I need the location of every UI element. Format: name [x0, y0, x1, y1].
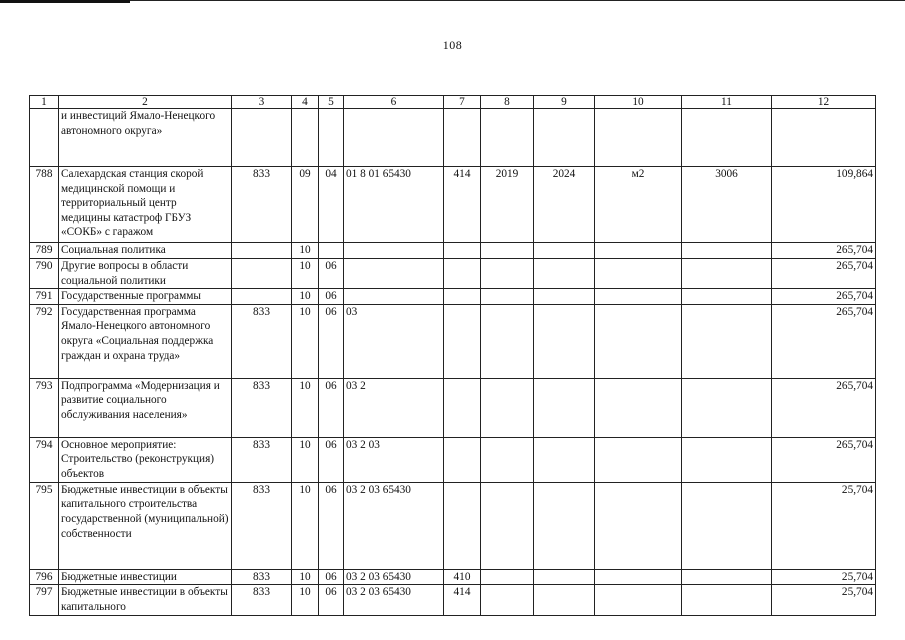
table-row — [30, 304, 876, 378]
amount-cell: 265,704 — [772, 378, 876, 437]
end-year-cell — [534, 482, 595, 569]
end-year-cell — [534, 378, 595, 437]
target-article-code-cell: 03 2 03 65430 — [344, 482, 444, 569]
table-row — [30, 167, 876, 243]
subsection-code-cell: 06 — [319, 378, 344, 437]
row-number-cell: 794 — [30, 437, 59, 482]
target-article-code-cell: 03 — [344, 304, 444, 378]
header-cell: 10 — [595, 96, 682, 109]
row-number-cell: 789 — [30, 243, 59, 259]
target-article-code-cell: 03 2 03 — [344, 437, 444, 482]
header-cell: 6 — [344, 96, 444, 109]
capacity-cell — [682, 569, 772, 585]
target-article-code-cell: 03 2 03 65430 — [344, 585, 444, 615]
header-cell: 8 — [481, 96, 534, 109]
amount-cell: 25,704 — [772, 482, 876, 569]
end-year-cell: 2024 — [534, 167, 595, 243]
ministry-code-cell: 833 — [232, 482, 292, 569]
capacity-cell — [682, 482, 772, 569]
ministry-code-cell: 833 — [232, 569, 292, 585]
start-year-cell — [481, 482, 534, 569]
target-article-code-cell: 01 8 01 65430 — [344, 167, 444, 243]
capacity-cell — [682, 243, 772, 259]
top-rule — [0, 0, 905, 1]
unit-cell — [595, 289, 682, 305]
ministry-code-cell: 833 — [232, 378, 292, 437]
amount-cell: 109,864 — [772, 167, 876, 243]
table-row — [30, 259, 876, 289]
ministry-code-cell — [232, 289, 292, 305]
amount-cell: 265,704 — [772, 304, 876, 378]
row-number-cell — [30, 109, 59, 167]
row-number-cell: 793 — [30, 378, 59, 437]
start-year-cell — [481, 585, 534, 615]
section-code-cell: 09 — [292, 167, 319, 243]
table-row — [30, 378, 876, 437]
item-name-cell: Бюджетные инвестиции в объекты капитального строительства государственной (муниципальной) собственности — [59, 482, 232, 569]
expense-type-code-cell — [444, 437, 481, 482]
start-year-cell — [481, 243, 534, 259]
target-article-code-cell — [344, 109, 444, 167]
row-number-cell: 792 — [30, 304, 59, 378]
header-cell: 11 — [682, 96, 772, 109]
unit-cell — [595, 109, 682, 167]
capacity-cell — [682, 259, 772, 289]
amount-cell: 265,704 — [772, 289, 876, 305]
subsection-code-cell: 04 — [319, 167, 344, 243]
item-name-cell: Бюджетные инвестиции в объекты капитального — [59, 585, 232, 615]
capacity-cell — [682, 289, 772, 305]
capacity-cell: 3006 — [682, 167, 772, 243]
expense-type-code-cell — [444, 109, 481, 167]
header-cell: 7 — [444, 96, 481, 109]
ministry-code-cell: 833 — [232, 167, 292, 243]
unit-cell — [595, 569, 682, 585]
item-name-cell: Другие вопросы в области социальной политики — [59, 259, 232, 289]
expense-type-code-cell — [444, 304, 481, 378]
item-name-cell: Социальная политика — [59, 243, 232, 259]
top-rule-thick — [0, 0, 130, 3]
capacity-cell — [682, 378, 772, 437]
section-code-cell: 10 — [292, 243, 319, 259]
subsection-code-cell: 06 — [319, 289, 344, 305]
ministry-code-cell: 833 — [232, 585, 292, 615]
start-year-cell — [481, 289, 534, 305]
target-article-code-cell: 03 2 03 65430 — [344, 569, 444, 585]
ministry-code-cell — [232, 259, 292, 289]
row-number-cell: 788 — [30, 167, 59, 243]
section-code-cell: 10 — [292, 289, 319, 305]
header-cell: 1 — [30, 96, 59, 109]
capacity-cell — [682, 109, 772, 167]
expense-type-code-cell — [444, 289, 481, 305]
subsection-code-cell: 06 — [319, 437, 344, 482]
unit-cell: м2 — [595, 167, 682, 243]
end-year-cell — [534, 243, 595, 259]
header-cell: 5 — [319, 96, 344, 109]
section-code-cell: 10 — [292, 482, 319, 569]
row-number-cell: 791 — [30, 289, 59, 305]
subsection-code-cell: 06 — [319, 482, 344, 569]
capacity-cell — [682, 304, 772, 378]
section-code-cell: 10 — [292, 259, 319, 289]
header-cell: 12 — [772, 96, 876, 109]
start-year-cell — [481, 378, 534, 437]
target-article-code-cell — [344, 259, 444, 289]
ministry-code-cell: 833 — [232, 437, 292, 482]
expense-type-code-cell: 414 — [444, 585, 481, 615]
row-number-cell: 796 — [30, 569, 59, 585]
header-cell: 3 — [232, 96, 292, 109]
page-number: 108 — [442, 38, 463, 52]
section-code-cell: 10 — [292, 585, 319, 615]
end-year-cell — [534, 585, 595, 615]
item-name-cell: Государственная программа Ямало-Ненецкого автономного округа «Социальная поддержка граждан и охрана труда» — [59, 304, 232, 378]
expense-type-code-cell — [444, 482, 481, 569]
header-cell: 4 — [292, 96, 319, 109]
item-name-cell: Основное мероприятие: Строительство (реконструкция) объектов — [59, 437, 232, 482]
table-row — [30, 243, 876, 259]
start-year-cell: 2019 — [481, 167, 534, 243]
ministry-code-cell — [232, 243, 292, 259]
start-year-cell — [481, 304, 534, 378]
subsection-code-cell: 06 — [319, 259, 344, 289]
target-article-code-cell — [344, 289, 444, 305]
table-row — [30, 109, 876, 167]
item-name-cell: и инвестиций Ямало-Ненецкого автономного округа» — [59, 109, 232, 167]
target-article-code-cell — [344, 243, 444, 259]
table-row — [30, 585, 876, 615]
subsection-code-cell: 06 — [319, 304, 344, 378]
unit-cell — [595, 437, 682, 482]
table-row — [30, 289, 876, 305]
expense-type-code-cell — [444, 259, 481, 289]
item-name-cell: Подпрограмма «Модернизация и развитие социального обслуживания населения» — [59, 378, 232, 437]
row-number-cell: 790 — [30, 259, 59, 289]
unit-cell — [595, 243, 682, 259]
section-code-cell: 10 — [292, 304, 319, 378]
amount-cell: 25,704 — [772, 569, 876, 585]
expense-type-code-cell: 414 — [444, 167, 481, 243]
end-year-cell — [534, 569, 595, 585]
capacity-cell — [682, 437, 772, 482]
amount-cell — [772, 109, 876, 167]
capacity-cell — [682, 585, 772, 615]
item-name-cell: Бюджетные инвестиции — [59, 569, 232, 585]
expense-type-code-cell: 410 — [444, 569, 481, 585]
target-article-code-cell: 03 2 — [344, 378, 444, 437]
amount-cell: 25,704 — [772, 585, 876, 615]
subsection-code-cell — [319, 109, 344, 167]
section-code-cell — [292, 109, 319, 167]
row-number-cell: 795 — [30, 482, 59, 569]
table-row — [30, 437, 876, 482]
section-code-cell: 10 — [292, 437, 319, 482]
header-row — [30, 96, 876, 109]
row-number-cell: 797 — [30, 585, 59, 615]
start-year-cell — [481, 259, 534, 289]
unit-cell — [595, 585, 682, 615]
item-name-cell: Государственные программы — [59, 289, 232, 305]
subsection-code-cell — [319, 243, 344, 259]
end-year-cell — [534, 259, 595, 289]
subsection-code-cell: 06 — [319, 585, 344, 615]
unit-cell — [595, 482, 682, 569]
item-name-cell: Салехардская станция скорой медицинской помощи и территориальный центр медицины катастроф ГБУЗ «СОКБ» с гаражом — [59, 167, 232, 243]
unit-cell — [595, 304, 682, 378]
section-code-cell: 10 — [292, 378, 319, 437]
table-row — [30, 482, 876, 569]
amount-cell: 265,704 — [772, 259, 876, 289]
start-year-cell — [481, 437, 534, 482]
header-cell: 9 — [534, 96, 595, 109]
end-year-cell — [534, 289, 595, 305]
section-code-cell: 10 — [292, 569, 319, 585]
unit-cell — [595, 378, 682, 437]
start-year-cell — [481, 109, 534, 167]
header-cell: 2 — [59, 96, 232, 109]
expense-type-code-cell — [444, 243, 481, 259]
ministry-code-cell: 833 — [232, 304, 292, 378]
amount-cell: 265,704 — [772, 243, 876, 259]
amount-cell: 265,704 — [772, 437, 876, 482]
end-year-cell — [534, 109, 595, 167]
unit-cell — [595, 259, 682, 289]
ministry-code-cell — [232, 109, 292, 167]
table-row — [30, 569, 876, 585]
end-year-cell — [534, 304, 595, 378]
subsection-code-cell: 06 — [319, 569, 344, 585]
budget-table — [29, 95, 876, 616]
start-year-cell — [481, 569, 534, 585]
expense-type-code-cell — [444, 378, 481, 437]
end-year-cell — [534, 437, 595, 482]
